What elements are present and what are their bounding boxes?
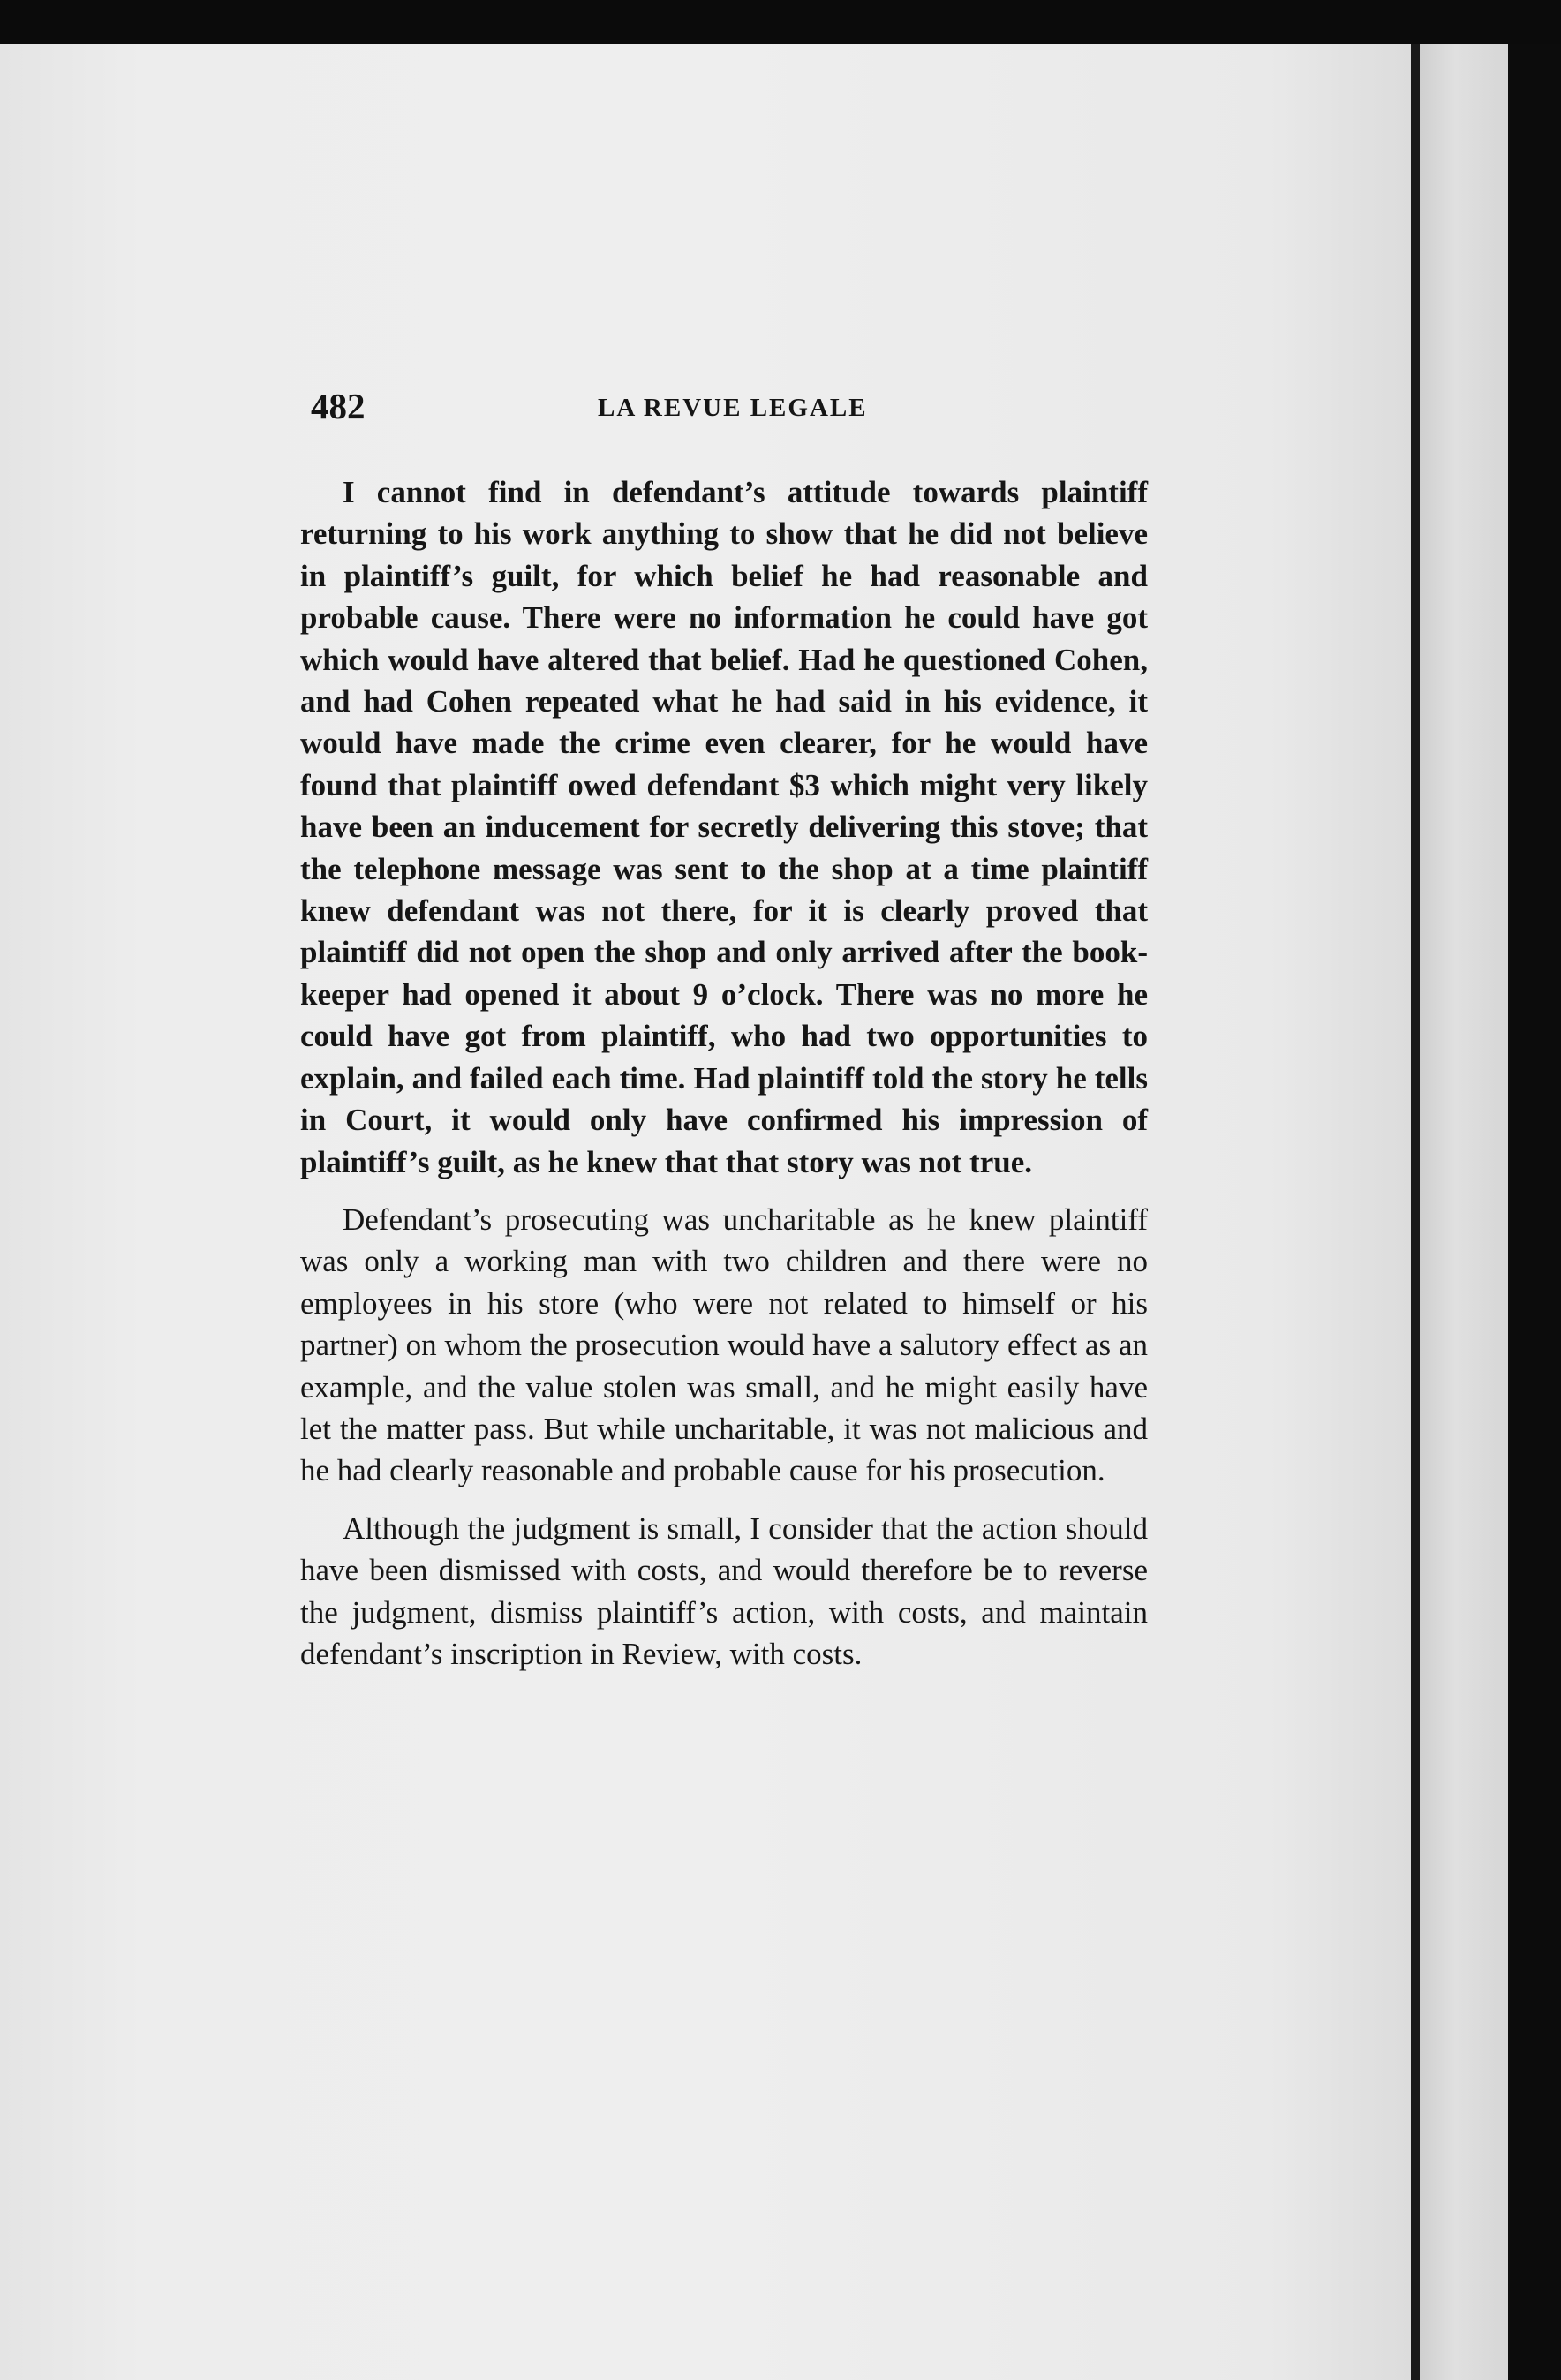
- paragraph-2: Defendant’s prosecuting was uncharitable as he knew plaintiff was only a working man with two children and there were no employees in his store (who were not related to himself or his partner) on whom the prosecution would have a salutory effect as an example, and the value stolen was small, and he might easily have let the matter pass. But while uncharitable, it was not malicious and he had clearly reasonable and probable cause for his prosecution.: [300, 1201, 1148, 1488]
- scan-right-border: [1508, 44, 1561, 2380]
- paragraph-1: I cannot find in defendant’s attitude towards plaintiff returning to his work anything to show that he did not believe in plaintiff’s guilt, for which belief he had reasonable and probable cause. There were no information he could have got which would have altered that belief. Had he questioned Cohen, and had Cohen repeated what he had said in his evidence, it would have made the crime even clearer, for he would have found that plaintiff owed defendant $3 which might very likely have been an inducement for secretly delivering this stove; that the telephone message was sent to the shop at a time plaintiff knew defendant was not there, for it is clearly proved that plaintiff did not open the shop and only arrived after the book-keeper had opened it about 9 o’clock. There was no more he could have got from plaintiff, who had two opportunities to explain, and failed each time. Had plaintiff told the story he tells in Court, it would only have confirmed his impression of plaintiff’s guilt, as he knew that that story was not true.: [300, 475, 1148, 1179]
- running-head: LA REVUE LEGALE: [598, 394, 868, 422]
- book-spine-shadow: [1411, 44, 1420, 2380]
- page-header: [311, 385, 1150, 438]
- page-number: 482: [311, 386, 366, 426]
- paragraph-3: Although the judgment is small, I consider that the action should have been dismissed with costs, and would therefore be to reverse the judgment, dismiss plaintiff’s action, with costs, and maintain defendant’s inscription in Review, with costs.: [300, 1510, 1148, 1671]
- body-text: [300, 471, 1148, 1675]
- adjacent-page-edge: [1420, 44, 1508, 2380]
